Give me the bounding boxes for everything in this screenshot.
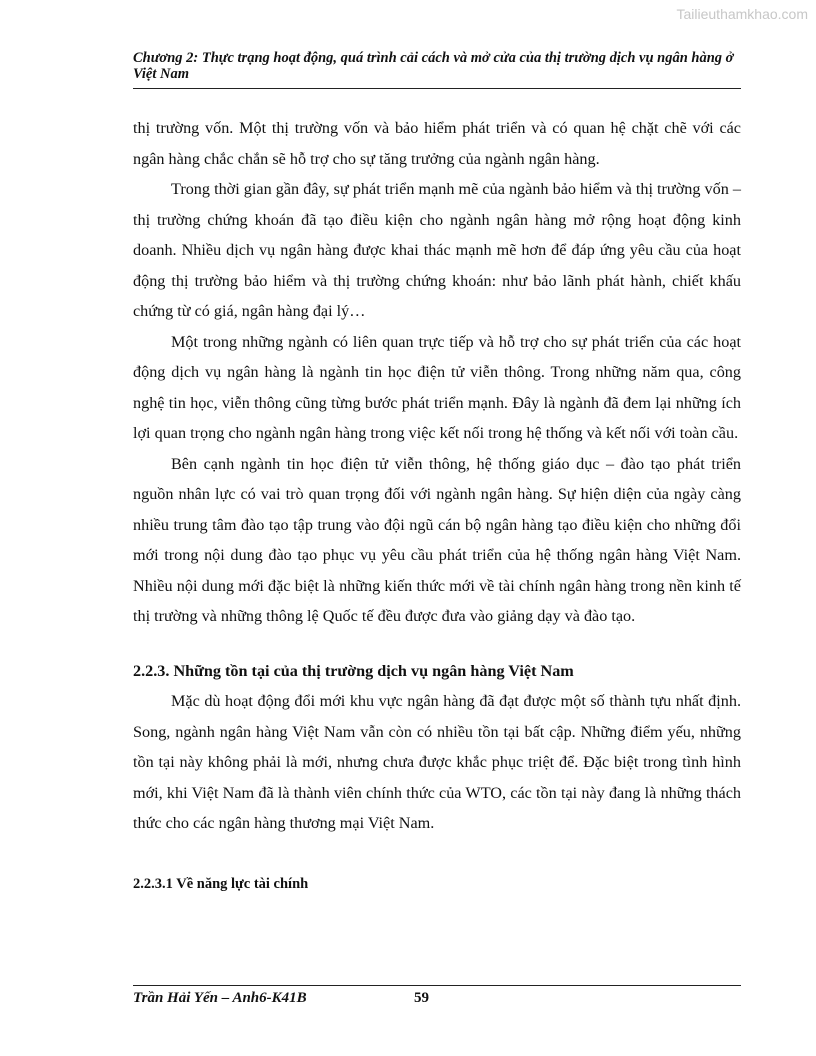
footer-divider (133, 985, 741, 986)
page-header (133, 50, 741, 82)
paragraph-1: thị trường vốn. Một thị trường vốn và bảo hiểm phát triển và có quan hệ chặt chẽ với các ngân hàng chắc chắn sẽ hỗ trợ cho sự tăng trưởng của ngành ngân hàng. (133, 119, 741, 168)
section-heading: 2.2.3. Những tồn tại của thị trường dịch vụ ngân hàng Việt Nam (133, 661, 574, 680)
watermark: Tailieuthamkhao.com (676, 6, 808, 22)
chapter-title: Chương 2: Thực trạng hoạt động, quá trình cải cách và mở cửa của thị trường dịch vụ ngân hàng ở Việt Nam (133, 50, 734, 82)
header-divider (133, 88, 741, 89)
paragraph-3: Một trong những ngành có liên quan trực tiếp và hỗ trợ cho sự phát triển của các hoạt động dịch vụ ngân hàng là ngành tin học điện tử viễn thông. Trong những năm qua, công nghệ tin học, viễn thông cũng từng bước phát triển mạnh. Đây là ngành đã đem lại những ích lợi quan trọng cho ngành ngân hàng trong việc kết nối trong hệ thống và kết nối với toàn cầu. (133, 332, 741, 442)
paragraph-2: Trong thời gian gần đây, sự phát triển mạnh mẽ của ngành bảo hiểm và thị trường vốn – thị trường chứng khoán đã tạo điều kiện cho ngành ngân hàng mở rộng hoạt động kinh doanh. Nhiều dịch vụ ngân hàng được khai thác mạnh mẽ hơn để đáp ứng yêu cầu của hoạt động thị trường bảo hiểm và thị trường chứng khoán: như bảo lãnh phát hành, chiết khấu chứng từ có giá, ngân hàng đại lý… (133, 180, 741, 320)
subsection-heading: 2.2.3.1 Về năng lực tài chính (133, 875, 309, 892)
footer-author: Trần Hải Yến – Anh6-K41B (133, 990, 307, 1006)
page-body (133, 113, 741, 899)
page-number: 59 (414, 990, 429, 1006)
paragraph-4: Bên cạnh ngành tin học điện tử viễn thông, hệ thống giáo dục – đào tạo phát triển nguồn nhân lực có vai trò quan trọng đối với ngành ngân hàng. Sự hiện diện của ngày càng nhiều trung tâm đào tạo tập trung vào đội ngũ cán bộ ngân hàng tạo điều kiện cho những đổi mới trong nội dung đào tạo phục vụ yêu cầu phát triển của hệ thống ngân hàng Việt Nam. Nhiều nội dung mới đặc biệt là những kiến thức mới về tài chính ngân hàng trong nền kinh tế thị trường và những thông lệ Quốc tế đều được đưa vào giảng dạy và đào tạo. (133, 454, 741, 625)
paragraph-5: Mặc dù hoạt động đổi mới khu vực ngân hàng đã đạt được một số thành tựu nhất định. Song, ngành ngân hàng Việt Nam vẫn còn có nhiều tồn tại bất cập. Những điểm yếu, những tồn tại này không phải là mới, nhưng chưa được khắc phục triệt để. Đặc biệt trong tình hình mới, khi Việt Nam đã là thành viên chính thức của WTO, các tồn tại này đang là những thách thức cho các ngân hàng thương mại Việt Nam. (133, 692, 741, 832)
